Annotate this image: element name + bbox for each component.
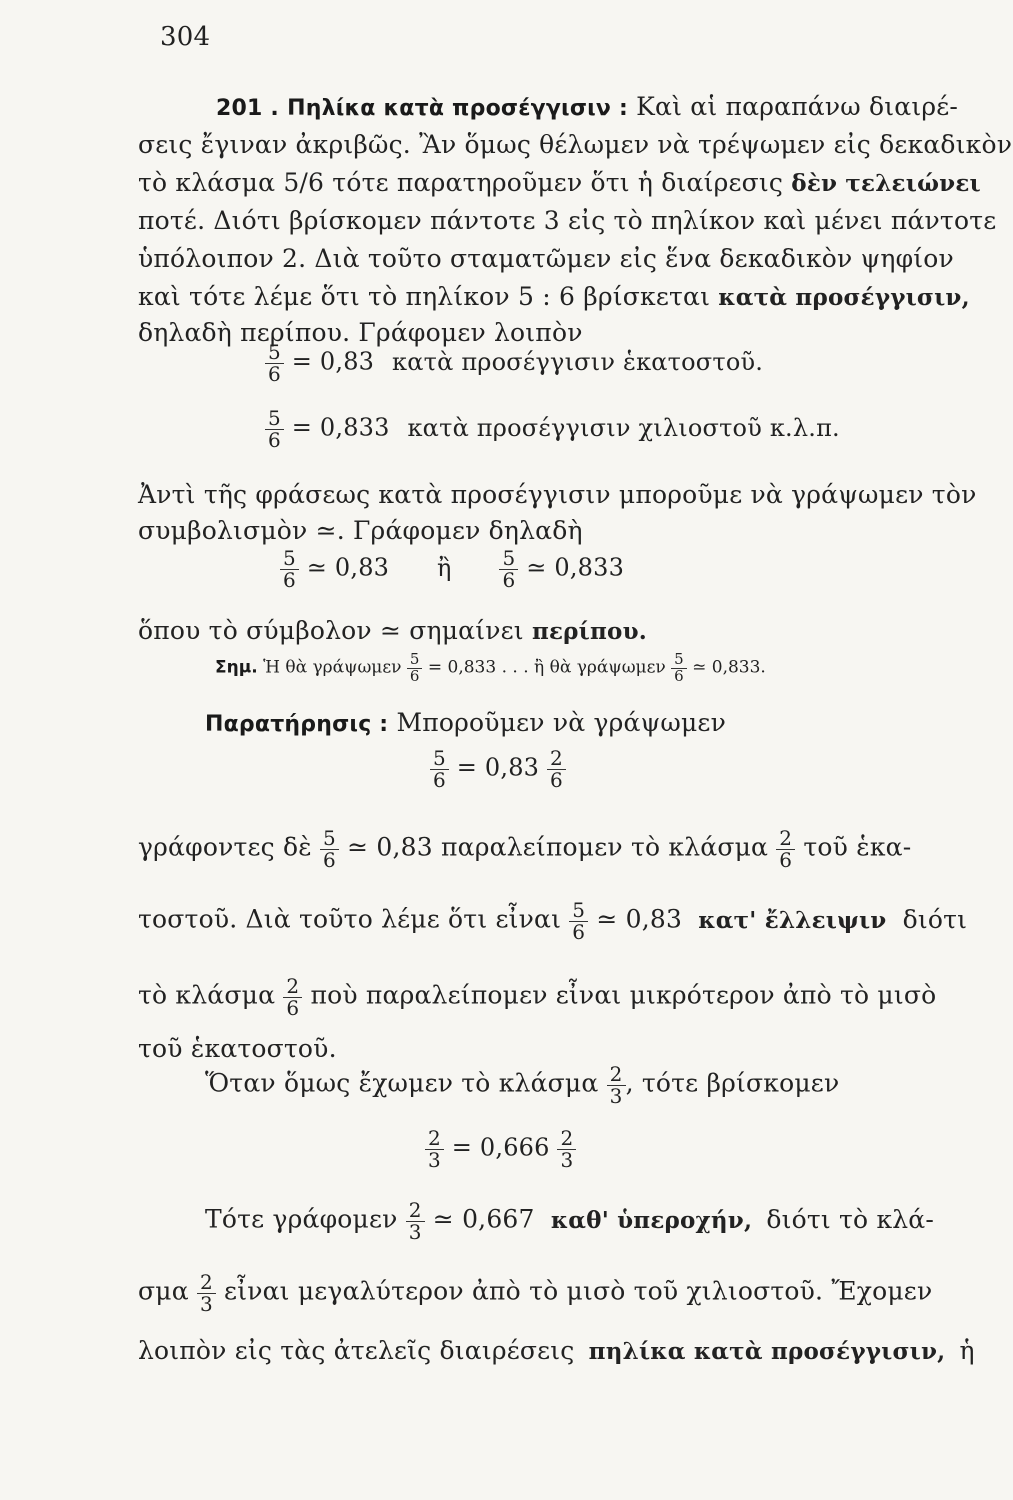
section-first-line (216, 92, 958, 121)
equation-2-rhs: = 0,833 (291, 413, 390, 442)
fraction: $\frac{5}{6}$ (280, 548, 299, 590)
para-4-text-3: τοῦ ἑκα- (803, 832, 912, 862)
para-4-text-1: γράφοντες δὲ (138, 832, 312, 862)
para-3-text: ὅπου τὸ σύμβολον ≃ σημαίνει (138, 616, 524, 645)
section-line-4: ποτέ. Διότι βρίσκομεν πάντοτε 3 εἰς τὸ πηλίκον καὶ μένει πάντοτε (138, 206, 997, 235)
section-number: 201 . (216, 96, 279, 121)
page-number: 304 (160, 22, 211, 52)
fraction: $\frac{5}{6}$ (499, 548, 518, 590)
para-4-line-3-rest: ποὺ παραλείπομεν εἶναι μικρότερον ἀπὸ τὸ μισὸ (310, 980, 937, 1010)
para-4-line-2 (138, 900, 967, 942)
equation-2-text: κατὰ προσέγγισιν χιλιοστοῦ κ.λ.π. (407, 413, 840, 442)
section-title: Πηλίκα κατὰ προσέγγισιν : (287, 96, 628, 121)
para-5-text-1: Ὅταν ὅμως ἔχωμεν τὸ κλάσμα (205, 1068, 599, 1098)
para-3-bold: περίπου. (531, 618, 647, 645)
equation-1-text: κατὰ προσέγγισιν ἑκατοστοῦ. (392, 347, 764, 376)
fraction: $\frac{2}{6}$ (283, 976, 302, 1018)
observation-label: Παρατήρησις : (205, 712, 389, 737)
equation-5 (425, 1128, 576, 1170)
fraction: $\frac{2}{3}$ (425, 1128, 444, 1170)
equation-5-rhs: = 0,666 (451, 1133, 550, 1162)
note-text-2: = 0,833 . . . ἢ θὰ γράψωμεν (427, 657, 666, 678)
para-6-text-3: διότι τὸ κλά- (766, 1204, 935, 1234)
para-4-line-4: τοῦ ἑκατοστοῦ. (138, 1034, 337, 1063)
fraction: $\frac{2}{6}$ (547, 748, 566, 790)
note-label: Σημ. (215, 657, 258, 678)
equation-3-or: ἢ (437, 553, 452, 582)
section-line-6-bold: κατὰ προσέγγισιν, (718, 284, 970, 311)
fraction: $\frac{5}{6}$ (265, 342, 284, 384)
para-6-text-1: Τότε γράφομεν (205, 1204, 398, 1234)
para-2-line-1: Ἀντὶ τῆς φράσεως κατὰ προσέγγισιν μποροῦμε νὰ γράψωμεν τὸν (138, 480, 977, 509)
fraction: $\frac{5}{6}$ (569, 900, 588, 942)
section-line-3-text: τὸ κλάσμα 5/6 τότε παρατηροῦμεν ὅτι ἡ διαίρεσις (138, 168, 784, 197)
equation-1 (265, 342, 763, 384)
para-4-line-2-end: διότι (902, 904, 968, 934)
equation-4 (430, 748, 566, 790)
section-line-3 (138, 168, 981, 197)
para-4-line-3 (138, 976, 936, 1018)
fraction: $\frac{5}{6}$ (265, 408, 284, 450)
para-6-line-1 (205, 1200, 934, 1242)
fraction: $\frac{5}{6}$ (320, 828, 339, 870)
para-6-text-2: ≃ 0,667 (432, 1204, 535, 1234)
equation-1-rhs: = 0,83 (291, 347, 375, 376)
section-line-7: δηλαδὴ περίπου. Γράφομεν λοιπὸν (138, 318, 583, 347)
note (215, 652, 766, 684)
equation-3 (280, 548, 624, 590)
fraction: $\frac{5}{6}$ (407, 652, 423, 684)
fraction: $\frac{5}{6}$ (430, 748, 449, 790)
para-4-line-2-text: τοστοῦ. Διὰ τοῦτο λέμε ὅτι εἶναι (138, 904, 562, 934)
fraction: $\frac{2}{3}$ (607, 1064, 626, 1106)
para-6-line-2-rest: εἶναι μεγαλύτερον ἀπὸ τὸ μισὸ τοῦ χιλιοστοῦ. Ἔχομεν (224, 1276, 933, 1306)
para-4-line-3-text: τὸ κλάσμα (138, 980, 276, 1010)
fraction: $\frac{2}{3}$ (406, 1200, 425, 1242)
note-text-3: ≃ 0,833. (692, 657, 766, 678)
note-text-1: Ἡ θὰ γράψωμεν (263, 657, 402, 678)
fraction: $\frac{2}{3}$ (557, 1128, 576, 1170)
fraction: $\frac{5}{6}$ (671, 652, 687, 684)
fraction: $\frac{2}{6}$ (776, 828, 795, 870)
para-6-line-3 (138, 1336, 975, 1365)
para-6-line-2-text: σμα (138, 1276, 189, 1306)
section-line-6-text: καὶ τότε λέμε ὅτι τὸ πηλίκον 5 : 6 βρίσκεται (138, 282, 711, 311)
section-line-2: σεις ἔγιναν ἀκριβῶς. Ἂν ὅμως θέλωμεν νὰ τρέψωμεν εἰς δεκαδικὸν (138, 130, 1013, 159)
equation-3-rhs-1: ≃ 0,83 (306, 553, 390, 582)
fraction: $\frac{2}{3}$ (197, 1272, 216, 1314)
para-5 (205, 1064, 839, 1106)
observation-text: Μποροῦμεν νὰ γράψωμεν (396, 708, 726, 737)
equation-4-rhs: = 0,83 (456, 753, 540, 782)
section-line-6 (138, 282, 970, 311)
section-line-5: ὑπόλοιπον 2. Διὰ τοῦτο σταματῶμεν εἰς ἕνα δεκαδικὸν ψηφίον (138, 244, 954, 273)
observation (205, 708, 726, 737)
para-2-line-2: συμβολισμὸν ≃. Γράφομεν δηλαδὴ (138, 516, 583, 545)
section-line-3-bold: δὲν τελειώνει (791, 170, 981, 197)
equation-2 (265, 408, 840, 450)
para-4-line-2-value: ≃ 0,83 (596, 904, 683, 934)
para-6-line-2 (138, 1272, 932, 1314)
para-6-line-3-end: ἡ (959, 1336, 975, 1365)
para-4-line-2-bold: κατ' ἔλλειψιν (698, 906, 887, 934)
section-line-1: Καὶ αἱ παραπάνω διαιρέ- (636, 92, 959, 121)
para-3 (138, 616, 647, 645)
para-6-line-3-bold: πηλίκα κατὰ προσέγγισιν, (588, 1338, 946, 1365)
para-6-bold: καθ' ὑπεροχήν, (550, 1206, 753, 1234)
equation-3-rhs-2: ≃ 0,833 (526, 553, 625, 582)
para-4-line-1 (138, 828, 911, 870)
para-6-line-3-text: λοιπὸν εἰς τὰς ἀτελεῖς διαιρέσεις (138, 1336, 575, 1365)
para-5-text-2: , τότε βρίσκομεν (625, 1068, 840, 1098)
para-4-text-2: ≃ 0,83 παραλείπομεν τὸ κλάσμα (347, 832, 769, 862)
